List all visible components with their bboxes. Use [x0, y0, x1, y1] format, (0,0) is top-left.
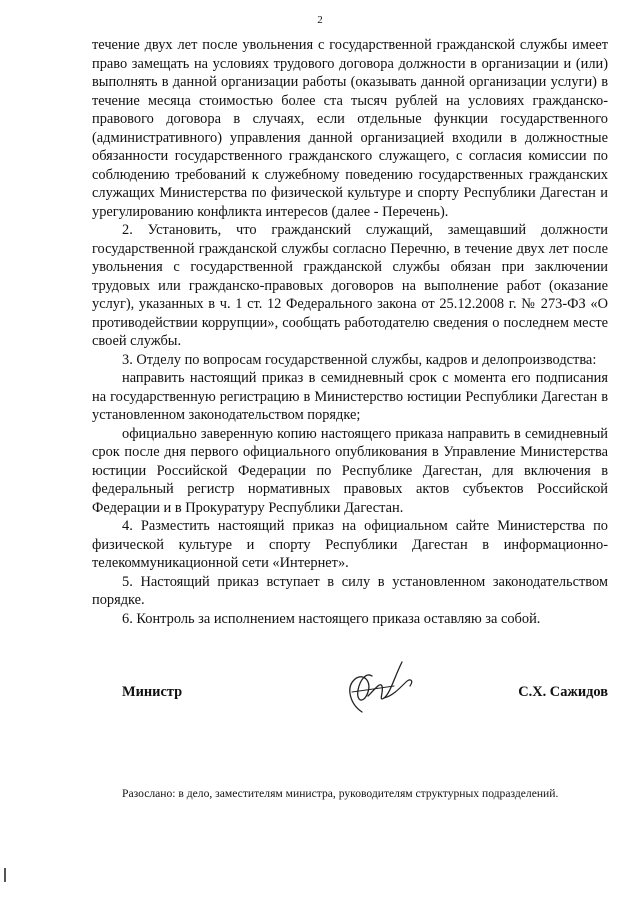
- paragraph-item-3: 3. Отделу по вопросам государственной службы, кадров и делопроизводства:: [122, 351, 597, 368]
- signature-block: [122, 652, 608, 722]
- signatory-title: Министр: [122, 684, 183, 700]
- paragraph-item-3-sub-1: направить настоящий приказ в семидневный срок с момента его подписания на государственную регистрацию в Министерство юстиции Республики Дагестан в установленном законодательством порядке;: [92, 370, 608, 423]
- paragraph-item-3-sub-2: официально заверенную копию настоящего приказа направить в семидневный срок после дня первого официального опубликования в Управление Министерства юстиции Российской Федерации по Республике Дагестан, для включения в федеральный регистр нормативных правовых актов субъектов Российской Федерации и в Прокуратуру Республики Дагестан.: [92, 425, 608, 516]
- handwritten-signature: [332, 652, 422, 718]
- signatory-name: С.Х. Сажидов: [518, 684, 608, 700]
- paragraph-item-6: 6. Контроль за исполнением настоящего приказа оставляю за собой.: [122, 610, 541, 627]
- scan-margin-mark: [4, 868, 6, 882]
- distribution-list: Разослано: в дело, заместителям министра, руководителям структурных подразделений.: [122, 787, 559, 800]
- paragraph-continuation: течение двух лет после увольнения с государственной гражданской службы имеет право замещать на условиях трудового договора должности в организации и (или) выполнять в данной организации работы (оказывать данной организации услуги) в течение месяца стоимостью более ста тысяч рублей на условиях гражданско-правового договора в случаях, если отдельные функции государственного (административного) управления данной организацией входили в должностные обязанности государственного гражданского служащего, с согласия комиссии по соблюдению требований к служебному поведению государственных гражданских служащих Министерства по физической культуре и спорту Республики Дагестан и урегулированию конфликта интересов (далее - Перечень).: [92, 37, 608, 220]
- paragraph-item-4: 4. Разместить настоящий приказ на официальном сайте Министерства по физической культуре и спорту Республики Дагестан в информационно-телекоммуникационной сети «Интернет».: [92, 518, 608, 571]
- paragraph-item-5: 5. Настоящий приказ вступает в силу в установленном законодательством порядке.: [92, 573, 608, 608]
- document-body: [92, 36, 608, 628]
- page-number: 2: [317, 14, 323, 26]
- paragraph-item-2: 2. Установить, что гражданский служащий, замещавший должности государственной гражданской службы согласно Перечню, в течение двух лет после увольнения с государственной гражданской службы обязан при заключении трудовых или гражданско-правовых договоров на выполнение работ (оказание услуг), указанных в ч. 1 ст. 12 Федерального закона от 25.12.2008 г. № 273-ФЗ «О противодействии коррупции», сообщать работодателю сведения о последнем месте своей службы.: [92, 222, 608, 349]
